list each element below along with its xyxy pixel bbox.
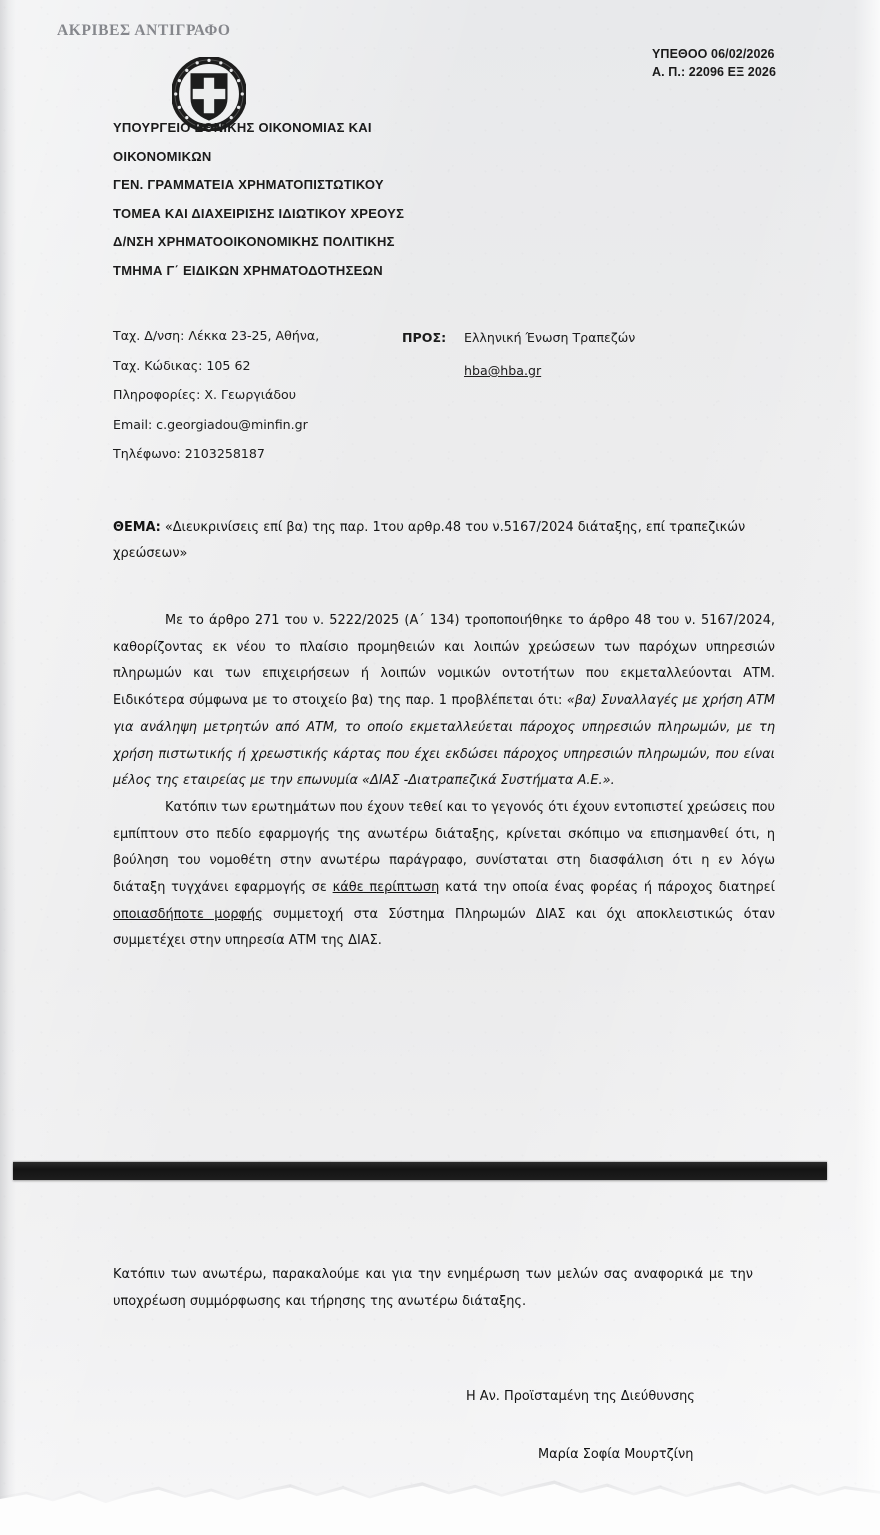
ministry-line-6: ΤΜΗΜΑ Γ΄ ΕΙΔΙΚΩΝ ΧΡΗΜΑΤΟΔΟΤΗΣΕΩΝ [113, 262, 383, 278]
paragraph-2-part-1: Κατόπιν των ερωτημάτων που έχουν τεθεί και το γεγονός ότι έχουν εντοπιστεί χρεώσεις που εμπίπτουν στο πεδίο εφαρμογής της ανωτέρω διάταξης, κρίνεται σκόπιμο να επισημανθεί ότι, η βούληση του νομοθέτη στην ανωτέρω παράγραφο, συνίσταται στη διασφάλιση ότι η εν λόγω διάταξη τυγχάνει εφαρμογής σε [113, 799, 775, 896]
ministry-line-1: ΥΠΟΥΡΓΕΙΟ ΕΘΝΙΚΗΣ ΟΙΚΟΝΟΜΙΑΣ ΚΑΙ [113, 120, 372, 135]
protocol-number-line: Α. Π.: 22096 ΕΞ 2026 [652, 64, 777, 79]
paragraph-1-intro: Με το άρθρο 271 του ν. 5222/2025 (Α΄ 134) τροποποιήθηκε το άρθρο 48 του ν. 5167/2024, καθορίζοντας εκ νέου το πλαίσιο προμηθειών και λοιπών χρεώσεων των παρόχων υπηρεσιών πληρωμών και των επιχειρήσεων ή λοιπών νομικών οντοτήτων που εκμεταλλεύονται ΑΤΜ. Ειδικότερα σύμφωνα με το στοιχείο βα) της παρ. 1 προβλέπεται ότι: [113, 613, 775, 709]
contact-address: Ταχ. Δ/νση: Λέκκα 23-25, Αθήνα, [113, 328, 320, 343]
torn-edge-white [0, 1477, 880, 1535]
sender-contact-block [113, 330, 393, 478]
signatory-name: Μαρία Σοφία Μουρτζίνη [538, 1447, 694, 1462]
scan-left-edge-shadow [0, 0, 16, 1535]
reference-block [652, 46, 776, 82]
recipient-block [402, 330, 732, 378]
paragraph-2 [113, 795, 775, 955]
contact-email: Email: c.georgiadou@minfin.gr [113, 416, 308, 432]
redaction-bar [13, 1162, 827, 1180]
closing-paragraph-block [113, 1262, 753, 1315]
recipient-label: ΠΡΟΣ: [402, 330, 447, 345]
paragraph-2-part-2: κατά την οποία ένας φορέας ή πάροχος διατηρεί [439, 880, 775, 896]
ministry-line-2: ΟΙΚΟΝΟΜΙΚΩΝ [113, 148, 212, 164]
subject-label: ΘΕΜΑ: [113, 520, 161, 535]
paragraph-1-legal-quote: «βα) Συναλλαγές με χρήση ΑΤΜ για ανάληψη μετρητών από ΑΤΜ, το οποίο εκμεταλλεύεται πάροχος υπηρεσιών πληρωμών, με τη χρήση πιστωτικής ή χρεωστικής κάρτας που έχει εκδώσει πάροχος υπηρεσιών πληρωμών, που είναι μέλος της εταιρείας με την επωνυμία «ΔΙΑΣ -Διατραπεζικά Συστήματα Α.Ε.». [113, 693, 775, 789]
ministry-line-5: Δ/ΝΣΗ ΧΡΗΜΑΤΟΟΙΚΟΝΟΜΙΚΗΣ ΠΟΛΙΤΙΚΗΣ [113, 234, 395, 249]
signatory-title: Η Αν. Προϊσταμένη της Διεύθυνσης [466, 1389, 695, 1404]
closing-paragraph: Κατόπιν των ανωτέρω, παρακαλούμε και για την ενημέρωση των μελών σας αναφορικά με την υποχρέωση συμμόρφωσης και τήρησης της ανωτέρω διάταξης. [113, 1267, 753, 1309]
ministry-line-4: ΤΟΜΕΑ ΚΑΙ ΔΙΑΧΕΙΡΙΣΗΣ ΙΔΙΩΤΙΚΟΥ ΧΡΕΟΥΣ [113, 205, 405, 221]
paragraph-2-emphasis-1: κάθε περίπτωση [332, 880, 440, 896]
recipient-email-link[interactable]: hba@hba.gr [464, 363, 542, 378]
document-body [113, 608, 775, 955]
subject-text: «Διευκρινίσεις επί βα) της παρ. 1του αρθρ.48 του ν.5167/2024 διάταξης, επί τραπεζικών χρεώσεων» [113, 520, 746, 561]
true-copy-stamp: ΑΚΡΙΒΕΣ ΑΝΤΙΓΡΑΦΟ [57, 22, 231, 39]
ministry-line-3: ΓΕΝ. ΓΡΑΜΜΑΤΕΙΑ ΧΡΗΜΑΤΟΠΙΣΤΩΤΙΚΟΥ [113, 177, 384, 192]
subject-line [113, 515, 773, 567]
recipient-name: Ελληνική Ένωση Τραπεζών [464, 330, 636, 345]
contact-postal-code: Ταχ. Κώδικας: 105 62 [113, 357, 251, 373]
contact-info-officer: Πληροφορίες: Χ. Γεωργιάδου [113, 387, 297, 403]
paragraph-2-emphasis-2: οποιασδήποτε μορφής [113, 906, 263, 922]
ministry-header [113, 120, 633, 291]
torn-paper-edge [0, 1463, 880, 1535]
torn-edge-shadow [0, 1473, 880, 1535]
paragraph-2-part-3: συμμετοχή στα Σύστημα Πληρωμών ΔΙΑΣ και όχι αποκλειστικώς όταν συμμετέχει στην υπηρεσία ΑΤΜ της ΔΙΑΣ. [113, 906, 775, 949]
recipient-row [402, 330, 732, 345]
protocol-date-line: ΥΠΕΘΟΟ 06/02/2026 [652, 47, 775, 61]
scan-right-edge-highlight [854, 0, 880, 1535]
paragraph-1 [113, 608, 775, 795]
contact-phone: Τηλέφωνο: 2103258187 [113, 446, 265, 462]
